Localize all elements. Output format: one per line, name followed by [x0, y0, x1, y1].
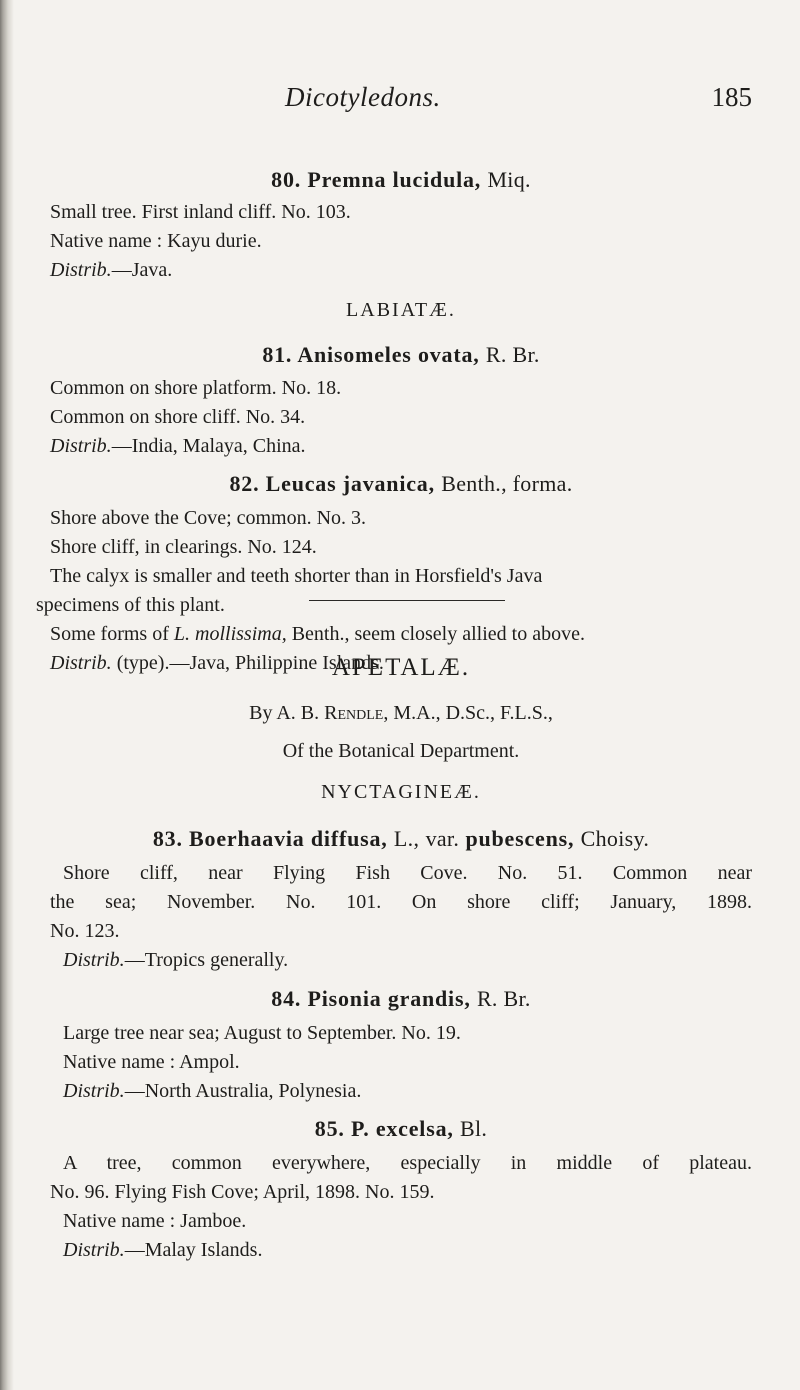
- entry-line: No. 96. Flying Fish Cove; April, 1898. No. 159.: [50, 1181, 435, 1203]
- species-authority: R. Br.: [485, 342, 540, 367]
- entry-line: The calyx is smaller and teeth shorter than in Horsfield's Java: [50, 565, 543, 587]
- entry-82: [36, 470, 752, 678]
- entry-83: [50, 825, 752, 975]
- distrib-text: —Malay Islands.: [124, 1239, 263, 1261]
- entry-title: [50, 825, 752, 853]
- entry-line: Common on shore cliff. No. 34.: [50, 406, 306, 428]
- section-heading: [50, 652, 752, 766]
- entry-text: Some forms of: [50, 623, 174, 645]
- section-department: Of the Botanical Department.: [282, 740, 520, 762]
- entry-84: [50, 985, 752, 1106]
- entry-title: [50, 985, 752, 1013]
- species-name: 84. Pisonia grandis,: [271, 986, 471, 1011]
- distrib-text: —India, Malaya, China.: [111, 435, 306, 457]
- distrib-label: Distrib.: [63, 949, 125, 971]
- variety-name: pubescens,: [465, 826, 575, 851]
- section-title: APETALÆ.: [331, 654, 471, 681]
- section-author: By A. B. Rendle, M.A., D.Sc., F.L.S.,: [249, 702, 553, 724]
- entry-line: the sea; November. No. 101. On shore cliff; January, 1898.: [50, 891, 752, 913]
- section-divider: [309, 600, 505, 601]
- distrib-label: Distrib.: [63, 1080, 125, 1102]
- page-number: 185: [711, 82, 752, 112]
- species-ref: L. mollissima,: [173, 623, 287, 645]
- distrib-label: Distrib.: [63, 1239, 125, 1261]
- running-title: Dicotyledons.: [285, 82, 441, 112]
- species-authority: Benth., forma.: [441, 471, 573, 496]
- entry-line: Small tree. First inland cliff. No. 103.: [50, 201, 351, 223]
- page-header: [50, 82, 752, 122]
- family-nyctagineae: NYCTAGINEÆ.: [321, 781, 481, 803]
- distrib-text: (type).—Java, Philippine Islands.: [111, 652, 384, 674]
- page-binding-edge: [0, 0, 14, 1390]
- distrib-text: —Tropics generally.: [124, 949, 289, 971]
- species-authority: Miq.: [487, 167, 531, 192]
- entry-line: specimens of this plant.: [36, 594, 225, 616]
- variety-label: var.: [425, 826, 460, 851]
- entry-line: Shore cliff, in clearings. No. 124.: [50, 536, 317, 558]
- entry-line: Large tree near sea; August to September. No. 19.: [63, 1022, 461, 1044]
- entry-line: Common on shore platform. No. 18.: [50, 377, 342, 399]
- entry-title: [50, 341, 752, 369]
- variety-authority: Choisy.: [580, 826, 650, 851]
- book-page: [36, 0, 770, 1390]
- distrib-label: Distrib.: [50, 652, 112, 674]
- entry-line: Native name : Jamboe.: [63, 1210, 247, 1232]
- entry-title: [50, 166, 752, 194]
- entry-title: [50, 470, 752, 498]
- distrib-text: —Java.: [111, 259, 173, 281]
- species-authority: L.,: [393, 826, 420, 851]
- species-name: 85. P. excelsa,: [314, 1116, 454, 1141]
- entry-81: [50, 341, 752, 461]
- species-name: 80. Premna lucidula,: [271, 167, 482, 192]
- species-authority: R. Br.: [476, 986, 531, 1011]
- entry-85: [50, 1115, 752, 1265]
- author-name: Rendle: [324, 702, 384, 724]
- species-authority: Bl.: [460, 1116, 488, 1141]
- entry-80: [50, 166, 752, 285]
- distrib-label: Distrib.: [50, 435, 112, 457]
- entry-line: No. 123.: [50, 920, 120, 942]
- entry-line: Native name : Ampol.: [63, 1051, 240, 1073]
- species-name: 81. Anisomeles ovata,: [262, 342, 480, 367]
- species-name: 82. Leucas javanica,: [229, 471, 435, 496]
- entry-text: Benth., seem closely allied to above.: [286, 623, 585, 645]
- entry-line: Shore above the Cove; common. No. 3.: [50, 507, 367, 529]
- entry-title: [50, 1115, 752, 1143]
- family-labiatae: LABIATÆ.: [346, 299, 456, 321]
- family-heading: [50, 296, 752, 324]
- entry-line: A tree, common everywhere, especially in middle of plateau.: [63, 1152, 752, 1174]
- entry-line: Native name : Kayu durie.: [50, 230, 262, 252]
- species-name: 83. Boerhaavia diffusa,: [152, 826, 388, 851]
- distrib-text: —North Australia, Polynesia.: [124, 1080, 362, 1102]
- family-heading: [50, 778, 752, 806]
- distrib-label: Distrib.: [50, 259, 112, 281]
- entry-line: Shore cliff, near Flying Fish Cove. No. 51. Common near: [63, 862, 752, 884]
